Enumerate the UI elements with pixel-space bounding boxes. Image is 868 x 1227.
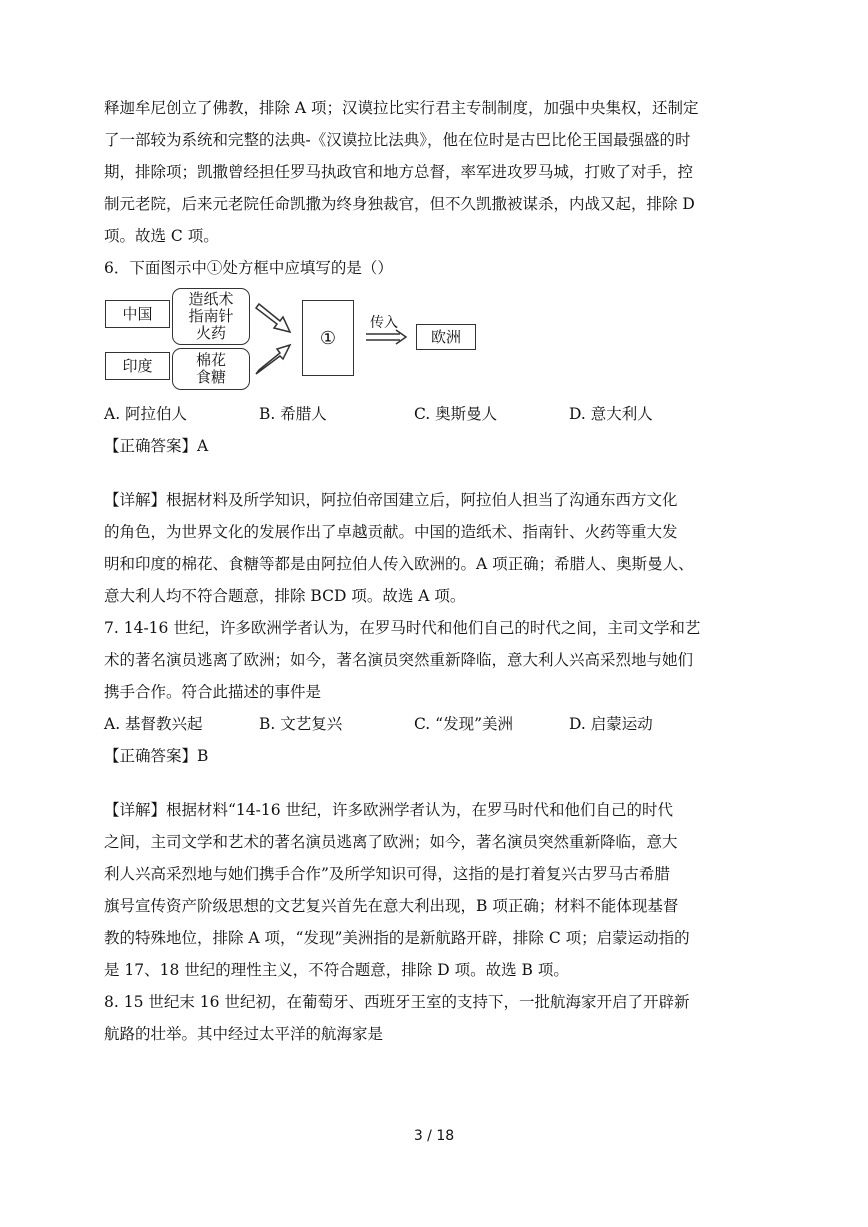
q5-explanation-line: 了一部较为系统和完整的法典-《汉谟拉比法典》，他在位时是古巴比伦王国最强盛的时 (104, 131, 691, 149)
q7-stem-line: 术的著名演员逃离了欧洲；如今，著名演员突然重新降临，意大利人兴高采烈地与她们 (104, 651, 694, 669)
q7-detail-line: 旗号宣传资产阶级思想的文艺复兴首先在意大利出现，B 项正确；材料不能体现基督 (104, 897, 679, 915)
q6-answer: 【正确答案】A (104, 437, 209, 455)
q7-detail-line: 教的特殊地位，排除 A 项，“发现”美洲指的是新航路开辟，排除 C 项；启蒙运动指的 (104, 929, 690, 947)
option-c: C. “发现”美洲 (414, 715, 514, 733)
option-a: A. 基督教兴起 (104, 715, 203, 733)
arrow-up-right-icon (256, 345, 290, 374)
china-box: 中国 (105, 300, 170, 328)
q5-explanation-line: 期，排除项；凯撒曾经担任罗马执政官和地方总督，率军进攻罗马城，打败了对手，控 (104, 163, 694, 181)
q7-detail-line: 【详解】根据材料“14-16 世纪，许多欧洲学者认为，在罗马时代和他们自己的时代 (104, 801, 674, 819)
transmit-arrow-icon (366, 330, 406, 344)
q6-stem: 6．下面图示中①处方框中应填写的是（） (104, 259, 393, 277)
q5-explanation-line: 制元老院，后来元老院任命凯撒为终身独裁官，但不久凯撒被谋杀，内战又起，排除 D (104, 195, 695, 213)
invention-item: 指南针 (188, 307, 234, 325)
invention-item: 造纸术 (188, 290, 234, 308)
arrow-label: 传入 (370, 315, 398, 331)
product-item: 棉花 (195, 351, 226, 369)
q5-explanation-line: 释迦牟尼创立了佛教，排除 A 项；汉谟拉比实行君主专制制度，加强中央集权，还制定 (104, 99, 699, 117)
q6-diagram (104, 288, 504, 392)
option-d: D. 意大利人 (569, 405, 653, 423)
q7-detail-line: 之间，主司文学和艺术的著名演员逃离了欧洲；如今，著名演员突然重新降临，意大 (104, 833, 678, 851)
q6-options (104, 398, 724, 430)
arrow-down-right-icon (256, 304, 290, 332)
q7-stem-line: 7. 14-16 世纪，许多欧洲学者认为，在罗马时代和他们自己的时代之间，主司文学和艺 (104, 619, 701, 637)
option-b: B. 文艺复兴 (259, 715, 343, 733)
q6-detail-line: 意大利人均不符合题意，排除 BCD 项。故选 A 项。 (104, 587, 466, 605)
q8-stem-line: 8. 15 世纪末 16 世纪初，在葡萄牙、西班牙王室的支持下，一批航海家开启了开辟新 (104, 993, 690, 1011)
china-inventions-box (172, 288, 250, 345)
india-box: 印度 (105, 352, 170, 380)
q6-detail-line: 【详解】根据材料及所学知识，阿拉伯帝国建立后，阿拉伯人担当了沟通东西方文化 (104, 491, 678, 509)
q7-answer: 【正确答案】B (104, 747, 209, 765)
option-b: B. 希腊人 (259, 405, 327, 423)
q6-detail-line: 的角色，为世界文化的发展作出了卓越贡献。中国的造纸术、指南针、火药等重大发 (104, 523, 678, 541)
q6-detail-line: 明和印度的棉花、食糖等都是由阿拉伯人传入欧洲的。A 项正确；希腊人、奥斯曼人、 (104, 555, 694, 573)
document-page (104, 92, 724, 1050)
q5-explanation-line: 项。故选 C 项。 (104, 227, 219, 245)
india-products-box (172, 348, 250, 390)
q7-detail-line: 是 17、18 世纪的理性主义，不符合题意，排除 D 项。故选 B 项。 (104, 961, 569, 979)
q8-stem-line: 航路的壮举。其中经过太平洋的航海家是 (104, 1025, 384, 1043)
product-item: 食糖 (195, 368, 226, 386)
q7-stem-line: 携手合作。符合此描述的事件是 (104, 683, 322, 701)
option-a: A. 阿拉伯人 (104, 405, 188, 423)
invention-item: 火药 (195, 324, 226, 342)
option-c: C. 奥斯曼人 (414, 405, 498, 423)
q7-options (104, 708, 724, 740)
blank-box: ① (302, 300, 354, 376)
q7-detail-line: 利人兴高采烈地与她们携手合作”及所学知识可得，这指的是打着复兴古罗马古希腊 (104, 865, 670, 883)
option-d: D. 启蒙运动 (569, 715, 653, 733)
europe-box: 欧洲 (416, 324, 476, 350)
page-number: 3 / 18 (413, 1128, 455, 1144)
